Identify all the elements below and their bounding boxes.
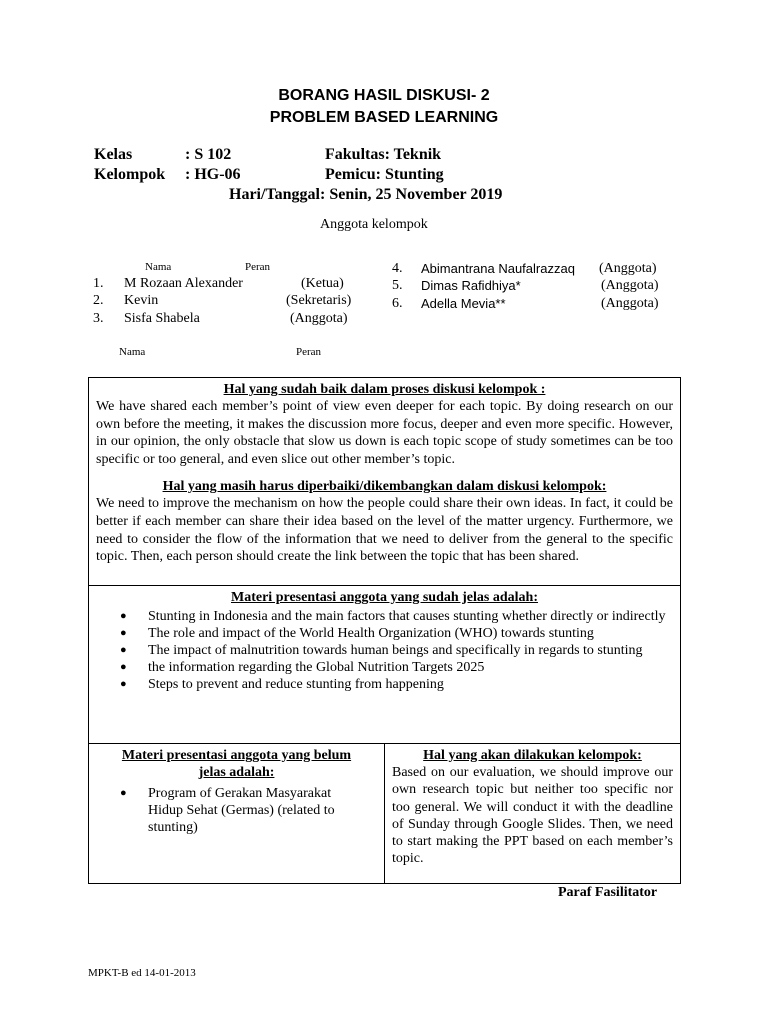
col-nama: Nama	[145, 261, 172, 273]
member-name: Kevin	[124, 293, 159, 308]
member-name: M Rozaan Alexander	[124, 276, 243, 291]
member-role: (Anggota)	[599, 261, 657, 276]
members-heading: Anggota kelompok	[320, 217, 428, 232]
member-num: 4.	[392, 261, 403, 276]
improve-heading: Hal yang masih harus diperbaiki/dikembangkan dalam diskusi kelompok:	[162, 479, 607, 495]
extra-peran: Peran	[296, 346, 322, 358]
list-item: ● Steps to prevent and reduce stunting from happening	[96, 676, 673, 693]
member-name: Dimas Rafidhiya*	[421, 278, 521, 293]
member-role: (Anggota)	[601, 278, 659, 293]
next-actions-text: Based on our evaluation, we should improve our own research topic but neither too specific nor too general. We will conduct it with the deadline of Sunday through Google Slides. Then, we need to start making the PPT based on each member’s topic.	[392, 765, 673, 867]
next-actions-box	[384, 743, 681, 884]
member-role: (Anggota)	[290, 311, 348, 326]
discussion-box	[88, 377, 681, 586]
member-role: (Ketua)	[301, 276, 344, 291]
good-points-heading: Hal yang sudah baik dalam proses diskusi kelompok :	[223, 382, 546, 397]
member-role: (Anggota)	[601, 296, 659, 311]
unclear-materials-heading: Materi presentasi anggota yang belum jelas adalah:	[121, 748, 352, 780]
col-peran: Peran	[245, 261, 271, 273]
member-name: Abimantrana Naufalrazzaq	[421, 261, 575, 276]
member-num: 2.	[93, 293, 104, 308]
member-num: 6.	[392, 296, 403, 311]
form-title: BORANG HASIL DISKUSI- 2	[278, 87, 490, 104]
member-role: (Sekretaris)	[286, 293, 352, 308]
kelas-value: : S 102	[185, 146, 232, 163]
clear-materials-heading: Materi presentasi anggota yang sudah jelas adalah:	[231, 590, 538, 605]
hari-tanggal: Hari/Tanggal: Senin, 25 November 2019	[229, 186, 503, 203]
member-num: 3.	[93, 311, 104, 326]
improve-text: We need to improve the mechanism on how the people could share their own ideas. In fact, it could be better if each member can share their idea based on the level of the matter urgency. Furthermore, we need to consider the flow of the information that we need to deliver from the general to the specific topic. Then, each person should create the link between the topic that has been shared.	[96, 496, 673, 565]
member-name: Adella Mevia**	[421, 296, 506, 311]
paraf-fasilitator: Paraf Fasilitator	[558, 885, 658, 900]
list-item: ● The role and impact of the World Health Organization (WHO) towards stunting	[96, 625, 673, 642]
list-item: ● the information regarding the Global Nutrition Targets 2025	[96, 659, 673, 676]
list-item: ● Program of Gerakan Masyarakat Hidup Sehat (Germas) (related to stunting)	[94, 785, 379, 836]
member-num: 5.	[392, 278, 403, 293]
pemicu: Pemicu: Stunting	[325, 166, 444, 183]
list-item: ● The impact of malnutrition towards human beings and specifically in regards to stunting	[96, 642, 673, 659]
extra-nama: Nama	[119, 346, 146, 358]
member-name: Sisfa Shabela	[124, 311, 200, 326]
list-item: ● Stunting in Indonesia and the main factors that causes stunting whether directly or indirectly	[96, 608, 673, 625]
unclear-materials-box	[88, 743, 385, 884]
kelas-label: Kelas	[94, 146, 133, 163]
form-subtitle: PROBLEM BASED LEARNING	[269, 109, 499, 126]
kelompok-value: : HG-06	[185, 166, 241, 183]
good-points-text: We have shared each member’s point of view even deeper for each topic. By doing research on our own before the meeting, it makes the discussion more focus, deeper and even more specific. However, in our opinion, the only obstacle that slow us down is each topic scope of study sometimes can be too specific or too general, and even slice out other member’s topic.	[96, 399, 673, 467]
member-num: 1.	[93, 276, 104, 291]
next-actions-heading: Hal yang akan dilakukan kelompok:	[423, 748, 642, 763]
kelompok-label: Kelompok	[94, 166, 166, 183]
clear-materials-box	[88, 585, 681, 744]
fakultas: Fakultas: Teknik	[325, 146, 442, 163]
form-code-footer: MPKT-B ed 14-01-2013	[88, 967, 196, 979]
